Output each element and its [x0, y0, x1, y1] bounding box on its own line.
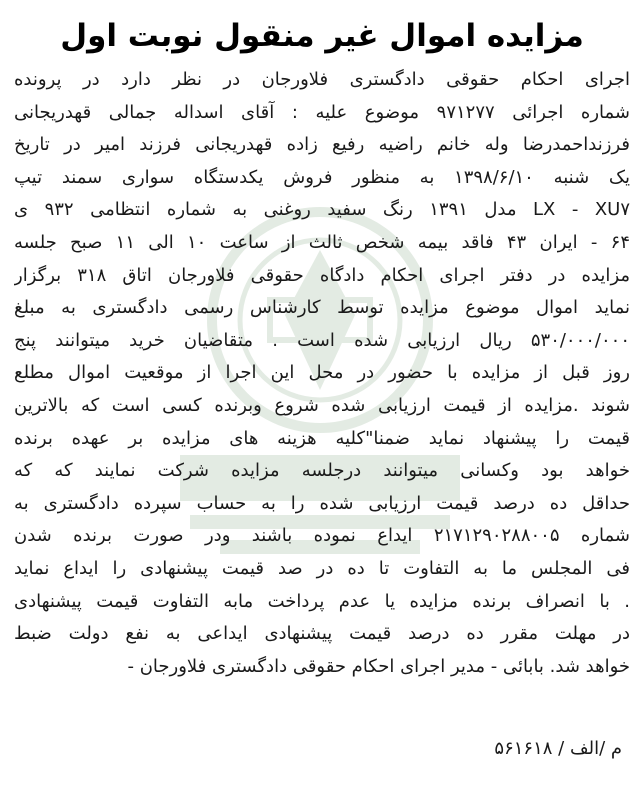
notice-title: مزایده اموال غیر منقول نوبت اول	[60, 18, 584, 54]
notice-line: نماید اموال موضوع مزایده توسط کارشناس رسمی دادگستری به مبلغ	[14, 297, 630, 319]
notice-line: . با انصراف برنده مزایده یا عدم پرداخت مابه التفاوت قیمت پیشنهادی	[14, 590, 630, 612]
notice-line: حداقل ده درصد قیمت ارزیابی شده را به حساب سپرده دادگستری به	[14, 492, 630, 514]
notice-line: یک شنبه ۱۳۹۸/۶/۱۰ به منظور فروش یکدستگاه سواری سمند تیپ	[14, 166, 630, 188]
notice-line: مزایده در دفتر اجرای احکام دادگاه حقوقی فلاورجان اتاق ۳۱۸ برگزار	[14, 264, 630, 286]
notice-line: روز قبل از مزایده با حضور در محل این اجرا از موقعیت اموال مطلع	[14, 362, 630, 384]
notice-line: LX - XU۷ مدل ۱۳۹۱ رنگ سفید روغنی به شماره انتظامی ۹۳۲ ی	[14, 199, 630, 221]
notice-reference-number: م /الف / ۵۶۱۶۱۸	[494, 738, 622, 759]
notice-line: قیمت را پیشنهاد نماید ضمنا"کلیه هزینه های مزایده بر عهده برنده	[14, 427, 630, 449]
notice-line: فرزنداحمدرضا وله خانم راضیه رفیع زاده قهدریجانی فرزند امیر در تاریخ	[14, 134, 630, 156]
notice-line: اجرای احکام حقوقی دادگستری فلاورجان در نظر دارد در پرونده	[14, 69, 630, 90]
notice-line: شوند .مزایده از قیمت ارزیابی شده شروع وبرنده کسی است که بالاترین	[14, 394, 630, 416]
notice-body	[14, 64, 630, 683]
notice-line: ۵۳۰/۰۰۰/۰۰۰ ریال ارزیابی شده است . متقاضیان خرید میتوانند پنج	[14, 329, 630, 351]
notice-line: شماره ۲۱۷۱۲۹۰۲۸۸۰۰۵ ایداع نموده باشند ودر صورت برنده شدن	[14, 525, 630, 547]
notice-line: شماره اجرائی ۹۷۱۲۷۷ موضوع علیه : آقای اسداله جمالی قهدریجانی	[14, 101, 630, 123]
notice-line: ۶۴ - ایران ۴۳ فاقد بیمه شخص ثالث از ساعت ۱۰ الی ۱۱ صبح جلسه	[14, 231, 630, 253]
notice-line: خواهد شد. بابائی - مدیر اجرای احکام حقوقی دادگستری فلاورجان -	[127, 655, 630, 677]
notice-line: خواهد بود وکسانی میتوانند درجلسه مزایده شرکت نمایند که که	[14, 460, 630, 482]
notice-line: فی المجلس ما به التفاوت تا ده در صد قیمت پیشنهادی را ایداع نماید	[14, 557, 630, 579]
notice-line: در مهلت مقرر ده درصد قیمت پیشنهادی ایداعی به نفع دولت ضبط	[14, 623, 630, 645]
